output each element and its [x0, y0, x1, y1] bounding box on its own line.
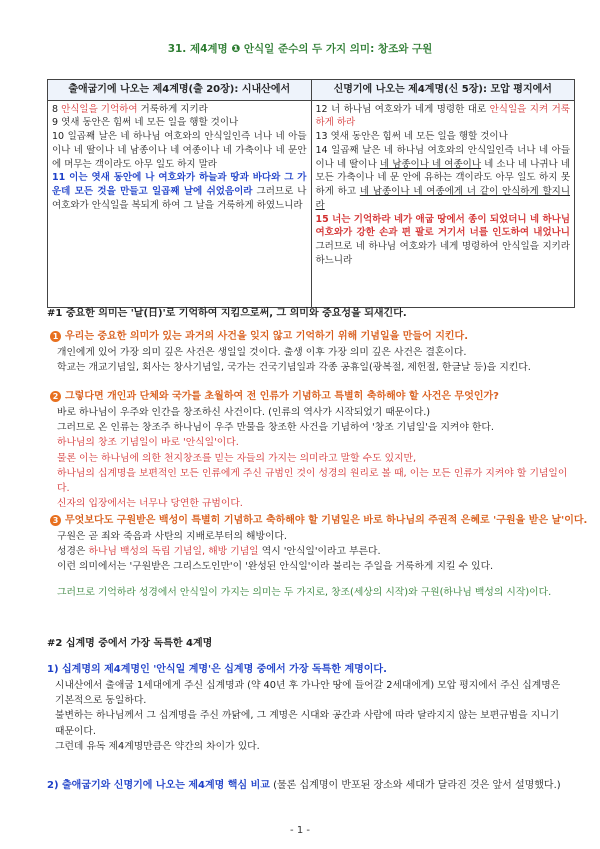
exodus-v10: 10 일곱째 날은 네 하나님 여호와의 안식일인즉 너나 네 아들이나 네 딸이나 네 남종이나 네 여종이나 네 가축이나 네 문안에 머무는 객이라도 아무 일도 하지 말라: [52, 131, 307, 170]
number-3-icon: 3: [50, 515, 61, 526]
page-title: 31. 제4계명 ❶ 안식일 준수의 두 가지 의미: 창조와 구원: [167, 43, 433, 55]
exodus-v9: 9 엿새 동안은 힘써 네 모든 일을 행할 것이나: [52, 117, 239, 129]
comparison-table: [47, 79, 575, 308]
section-1-heading: #1 중요한 의미는 '날(日)'로 기억하여 지킴으로써, 그 의미와 중요성을 되새긴다.: [47, 308, 407, 319]
exodus-cell: 8 안식일을 기억하여 거룩하게 지키라 9 엿새 동안은 힘써 네 모든 일을 행할 것이나 10 일곱째 날은 네 하나님 여호와의 안식일인즉 너나 네 아들이나 네 딸이나 네 남종이나 네 여종이나 네 가축이나 네 문안에 머무는 객이라도 아무 일도 하지 말라 11 이는 엿새 동안에 나 여호와가 하늘과 땅과 바다와 그 가운데 모든 것을 만들고 일곱째 날에 쉬었음이라 그러므로 나 여호와가 안식일을 복되게 하여 그 날을 거룩하게 하였느니라: [48, 100, 312, 307]
deut-v12: 12 너 하나님 여호와가 네게 명령한 대로 안식일을 지켜 거룩하게 하라: [315, 103, 570, 129]
point-2-heading: 2 그렇다면 개인과 단체와 국가를 초월하여 전 인류가 기념하고 특별히 축하해야 할 사건은 무엇인가?: [50, 389, 499, 405]
subsection-1-heading: 1) 십계명의 제4계명인 '안식일 계명'은 십계명 중에서 가장 독특한 계명이다.: [47, 664, 387, 675]
deut-v15: 15 너는 기억하라 네가 애굽 땅에서 종이 되었더니 네 하나님 여호와가 강한 손과 편 팔로 거기서 너를 인도하여 내었나니 그러므로 네 하나님 여호와가 네게 명령하여 안식일을 지키라 하느니라: [315, 213, 570, 266]
page-number: - 1 -: [290, 825, 310, 836]
exodus-v11: 11 이는 엿새 동안에 나 여호와가 하늘과 땅과 바다와 그 가운데 모든 것을 만들고 일곱째 날에 쉬었음이라 그러므로 나 여호와가 안식일을 복되게 하여 그 날을 거룩하게 하였느니라: [52, 172, 307, 211]
section-1-summary: 그러므로 기억하라 성경에서 안식일이 가지는 의미는 두 가지로, 창조(세상의 시작)와 구원(하나님 백성의 시작)이다.: [57, 587, 552, 598]
table-header-exodus: 출애굽기에 나오는 제4계명(출 20장): 시내산에서: [48, 80, 312, 101]
section-2-heading: #2 십계명 중에서 가장 독특한 4계명: [47, 638, 213, 649]
deuteronomy-cell: [311, 100, 575, 307]
deut-v14: 14 일곱째 날은 네 하나님 여호와의 안식일인즉 너나 네 아들이나 네 딸이나 네 남종이나 네 여종이나 네 소나 네 나귀나 네 모든 가축이나 네 문 안에 유하는 객이라도 아무 일도 하지 못하게 하고 네 남종이나 네 여종에게 너 같이 안식하게 할지니라: [315, 144, 571, 211]
point-1-body: 개인에게 있어 가장 의미 깊은 사건은 생일일 것이다. 출생 이후 가장 의미 깊은 사건은 결혼이다. 학교는 개교기념일, 회사는 창사기념일, 국가는 건국기념일과 각종 공휴일(광복절, 제헌절, 한글날 등)을 지킨다.: [57, 347, 531, 374]
subsection-2-heading: 2) 출애굽기와 신명기에 나오는 제4계명 핵심 비교 (물론 십계명이 반포된 장소와 세대가 달라진 것은 앞서 설명했다.): [47, 780, 561, 791]
point-2-body: 바로 하나님이 우주와 인간을 창조하신 사건이다. (인류의 역사가 시작되었기 때문이다.) 그러므로 온 인류는 창조주 하나님이 우주 만물을 창조한 사건을 기념하여 '창조 기념일'을 지켜야 한다. 하나님의 창조 기념일이 바로 '안식일'이다. 물론 이는 하나님에 의한 천지창조를 믿는 자들의 가지는 의미라고 말할 수도 있지만, 하나님의 십계명을 보편적인 모든 인류에게 주신 규범인 것이 성경의 원리로 볼 때, 이는 모든 인류가 지켜야 할 기념일이다. 신자의 입장에서는 너무나 당연한 규범이다.: [57, 407, 568, 510]
point-3-heading: 3 무엇보다도 구원받은 백성이 특별히 기념하고 축하해야 할 기념일은 바로 하나님의 주권적 은혜로 '구원을 받은 날'이다.: [50, 513, 587, 529]
subsection-1-body: 시내산에서 출애굽 1세대에게 주신 십계명과 (약 40년 후 가나안 땅에 들어갈 2세대에게) 모압 평지에서 주신 십계명은 기본적으로 동일하다. 불변하는 하나님께서 그 십계명을 주신 까닭에, 그 계명은 시대와 공간과 사람에 따라 달라지지 않는 보편규범을 지니기 때문이다. 그런데 유독 제4계명만큼은 약간의 차이가 있다.: [55, 680, 561, 752]
deut-v13: 13 엿새 동안은 힘써 네 모든 일을 행할 것이나: [315, 131, 508, 143]
number-2-icon: 2: [50, 391, 61, 402]
table-header-deuteronomy: 신명기에 나오는 제4계명(신 5장): 모압 평지에서: [311, 80, 575, 101]
table-header-row: [48, 80, 575, 101]
point-1-heading: 1 우리는 중요한 의미가 있는 과거의 사건을 잊지 않고 기억하기 위해 기념일을 만들어 지킨다.: [50, 329, 468, 345]
point-3-body: 구원은 곧 죄와 죽음과 사탄의 지배로부터의 해방이다. 성경은 하나님 백성의 독립 기념일, 해방 기념일 역시 '안식일'이라고 부른다. 이런 의미에서는 '구원받은 그리스도인만'이 '완성된 안식일'이라 불리는 주일을 거룩하게 지킬 수 있다.: [57, 531, 494, 573]
number-1-icon: 1: [50, 331, 61, 342]
table-row: [48, 100, 575, 307]
